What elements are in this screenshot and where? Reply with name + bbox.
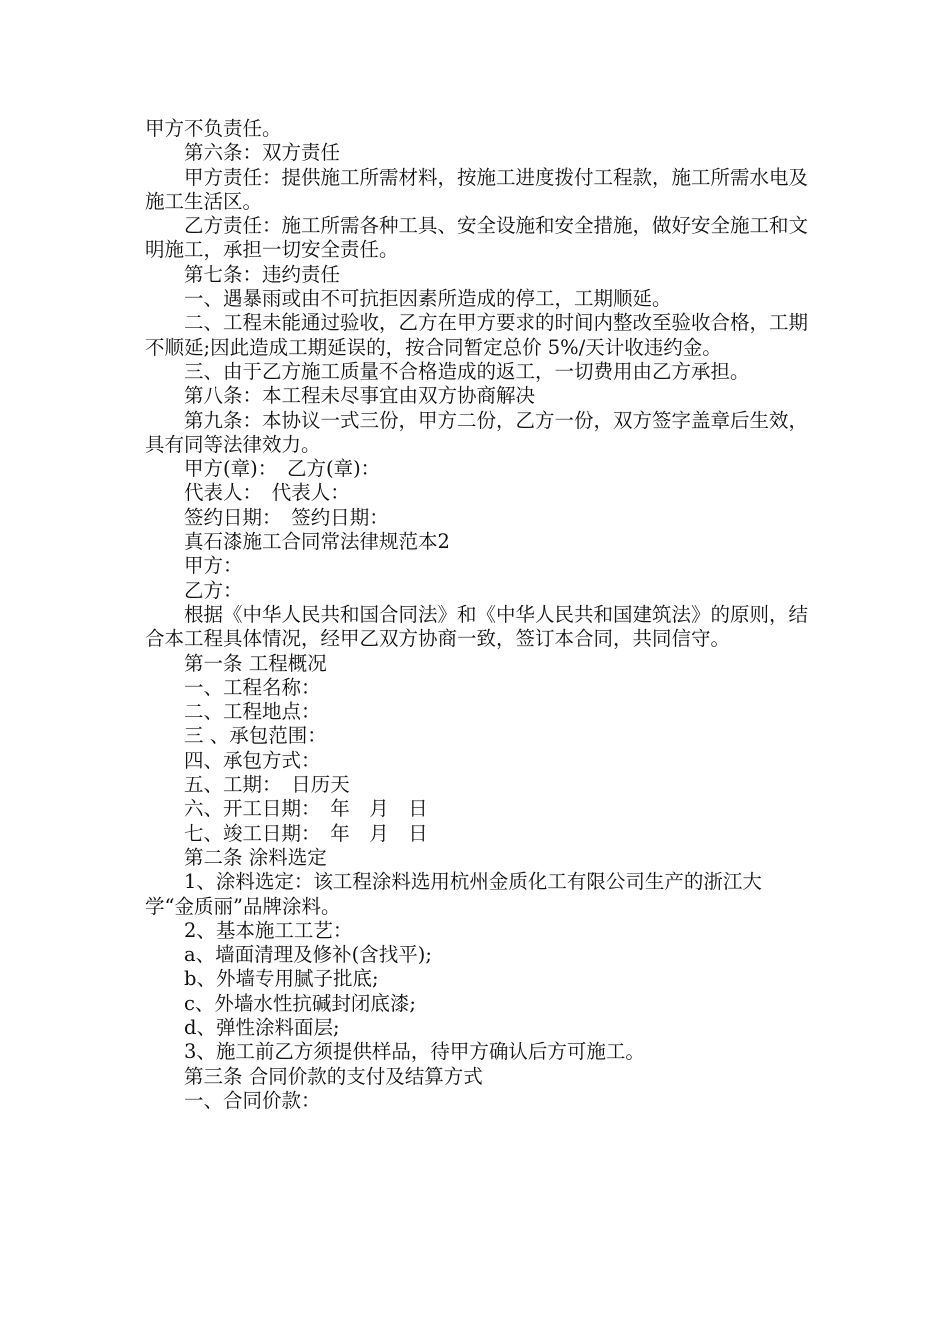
project-name-line: 一、工程名称：: [184, 675, 321, 699]
article-8-heading: 第八条：本工程未尽事宜由双方协商解决: [184, 384, 536, 408]
signature-date-line: 签约日期： 签约日期：: [184, 505, 389, 529]
sample-requirement: 3、施工前乙方须提供样品，待甲方确认后方可施工。: [184, 1040, 645, 1064]
preamble: 根据《中华人民共和国合同法》和《中华人民共和国建筑法》的原则，结合本工程具体情况，经甲乙双方协商一致，签订本合同，共同信守。: [145, 602, 809, 651]
party-b-responsibility: 乙方责任：施工所需各种工具、安全设施和安全措施，做好安全施工和文明施工，承担一切安全责任。: [145, 214, 809, 262]
breach-clause-1: 一、遇暴雨或由不可抗拒因素所造成的停工，工期顺延。: [184, 287, 672, 311]
signature-seal-line: 甲方(章)： 乙方(章)：: [184, 457, 381, 481]
paragraph-carryover: 甲方不负责任。: [145, 117, 282, 140]
contract-method-line: 四、承包方式：: [184, 748, 321, 772]
paint-selection: 1、涂料选定：该工程涂料选用杭州金质化工有限公司生产的浙江大学“金质丽”品牌涂料。: [145, 870, 762, 918]
breach-clause-2: 二、工程未能通过验收，乙方在甲方要求的时间内整改至验收合格，工期不顺延;因此造成工期延误的，按合同暂定总价 5%/天计收违约金。: [145, 311, 809, 359]
signature-representative-line: 代表人： 代表人：: [184, 481, 350, 505]
process-heading: 2、基本施工工艺：: [184, 918, 353, 942]
party-b-line: 乙方：: [184, 578, 243, 602]
article-1-heading: 第一条 工程概况: [184, 651, 327, 675]
contract-price-line: 一、合同价款：: [184, 1088, 321, 1112]
start-date-line: 六、开工日期： 年 月 日: [184, 797, 428, 821]
article-3-heading: 第三条 合同价款的支付及结算方式: [184, 1064, 483, 1088]
contract-scope-line: 三 、承包范围：: [184, 724, 327, 748]
contract-2-title: 真石漆施工合同常法律规范本2: [184, 530, 450, 554]
process-step-d: d、弹性涂料面层;: [184, 1015, 340, 1039]
process-step-a: a、墙面清理及修补(含找平);: [184, 943, 432, 967]
breach-clause-3: 三、由于乙方施工质量不合格造成的返工，一切费用由乙方承担。: [184, 359, 750, 383]
article-6-heading: 第六条：双方责任: [184, 141, 341, 165]
duration-line: 五、工期： 日历天: [184, 773, 350, 797]
document-body: [145, 117, 810, 1113]
article-2-heading: 第二条 涂料选定: [184, 845, 327, 869]
process-step-b: b、外墙专用腻子批底;: [184, 967, 379, 991]
article-9-heading: 第九条：本协议一式三份，甲方二份，乙方一份，双方签字盖章后生效，具有同等法律效力。: [145, 408, 809, 456]
process-step-c: c、外墙水性抗碱封闭底漆;: [184, 991, 416, 1015]
party-a-responsibility: 甲方责任：提供施工所需材料，按施工进度拨付工程款，施工所需水电及施工生活区。: [145, 165, 809, 213]
party-a-line: 甲方：: [184, 554, 243, 578]
project-location-line: 二、工程地点：: [184, 700, 321, 724]
completion-date-line: 七、竣工日期： 年 月 日: [184, 821, 428, 845]
article-7-heading: 第七条：违约责任: [184, 262, 341, 286]
